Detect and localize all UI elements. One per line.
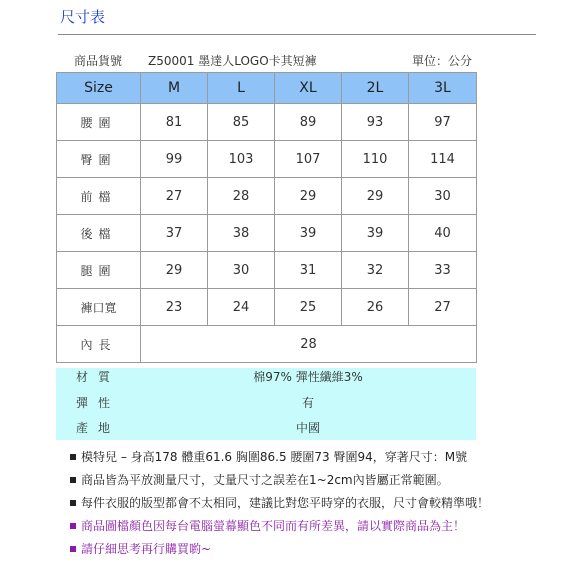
table-cell: 27 [141,178,208,215]
table-cell: 39 [275,215,342,252]
table-cell: 114 [409,141,477,178]
table-cell: 26 [342,289,409,326]
table-cell: 37 [141,215,208,252]
table-row [57,141,477,178]
table-cell: 39 [342,215,409,252]
inner-length-row [57,326,477,363]
material-value: 中國 [295,421,320,435]
row-label: 後檔 [57,215,141,252]
material-key: 彈性 [75,396,120,410]
size-header-cell: Size [57,73,141,104]
bullet-icon [70,477,76,483]
note-item [70,494,540,517]
note-text: 商品圖檔顏色因每台電腦螢幕顯色不同而有所差異，請以實際商品為主！ [81,519,466,533]
material-key: 產地 [75,421,120,435]
table-cell: 28 [208,178,275,215]
table-cell: 33 [409,252,477,289]
row-label: 前檔 [57,178,141,215]
material-row [56,419,476,443]
note-item [70,517,540,540]
table-cell: 32 [342,252,409,289]
table-cell: 24 [208,289,275,326]
table-cell: 30 [208,252,275,289]
material-value: 棉97% 彈性纖維3% [253,370,363,384]
inner-length-value: 28 [141,326,477,363]
table-cell: 27 [409,289,477,326]
note-item [70,471,540,494]
bullet-icon [70,454,76,460]
material-row [56,394,476,418]
table-cell: 85 [208,104,275,141]
product-code-label: 商品貨號 [74,54,123,68]
table-cell: 107 [275,141,342,178]
size-header-cell: L [208,73,275,104]
divider [58,34,536,35]
table-row [57,215,477,252]
table-row [57,104,477,141]
table-cell: 25 [275,289,342,326]
bullet-icon [70,523,76,529]
note-text: 商品皆為平放測量尺寸，丈量尺寸之誤差在1~2cm內皆屬正常範圍。 [81,473,449,487]
table-cell: 103 [208,141,275,178]
row-label: 腿圍 [57,252,141,289]
bullet-icon [70,500,76,506]
notes-list [70,448,540,563]
table-row [57,252,477,289]
table-row [57,178,477,215]
bullet-icon [70,546,76,552]
note-item [70,448,540,471]
unit-label: 單位：公分 [411,54,472,68]
note-text: 請仔細思考再行購買喲~ [81,542,212,556]
row-label: 內長 [57,326,141,363]
row-label: 褲口寬 [57,289,141,326]
table-cell: 81 [141,104,208,141]
material-row [56,368,476,392]
note-item [70,540,540,563]
table-cell: 23 [141,289,208,326]
size-header-row [57,73,477,104]
row-label: 腰圍 [57,104,141,141]
table-cell: 30 [409,178,477,215]
table-cell: 40 [409,215,477,252]
product-info [58,52,476,68]
note-text: 模特兒 – 身高178 體重61.6 胸圍86.5 腰圍73 臀圍94，穿著尺寸：M號 [81,450,468,464]
size-table [56,72,477,363]
table-cell: 93 [342,104,409,141]
page-title: 尺寸表 [60,8,106,26]
material-value: 有 [301,396,314,410]
table-cell: 38 [208,215,275,252]
table-row [57,289,477,326]
table-cell: 29 [141,252,208,289]
product-name: Z50001 墨達人LOGO卡其短褲 [148,54,317,68]
material-panel [56,368,476,440]
table-cell: 97 [409,104,477,141]
table-cell: 29 [275,178,342,215]
size-header-cell: M [141,73,208,104]
table-cell: 99 [141,141,208,178]
size-header-cell: 2L [342,73,409,104]
material-key: 材質 [75,370,120,384]
table-cell: 29 [342,178,409,215]
size-header-cell: XL [275,73,342,104]
note-text: 每件衣服的版型都會不太相同，建議比對您平時穿的衣服，尺寸會較精準哦！ [81,496,490,510]
size-header-cell: 3L [409,73,477,104]
table-cell: 31 [275,252,342,289]
table-cell: 110 [342,141,409,178]
row-label: 臀圍 [57,141,141,178]
table-cell: 89 [275,104,342,141]
